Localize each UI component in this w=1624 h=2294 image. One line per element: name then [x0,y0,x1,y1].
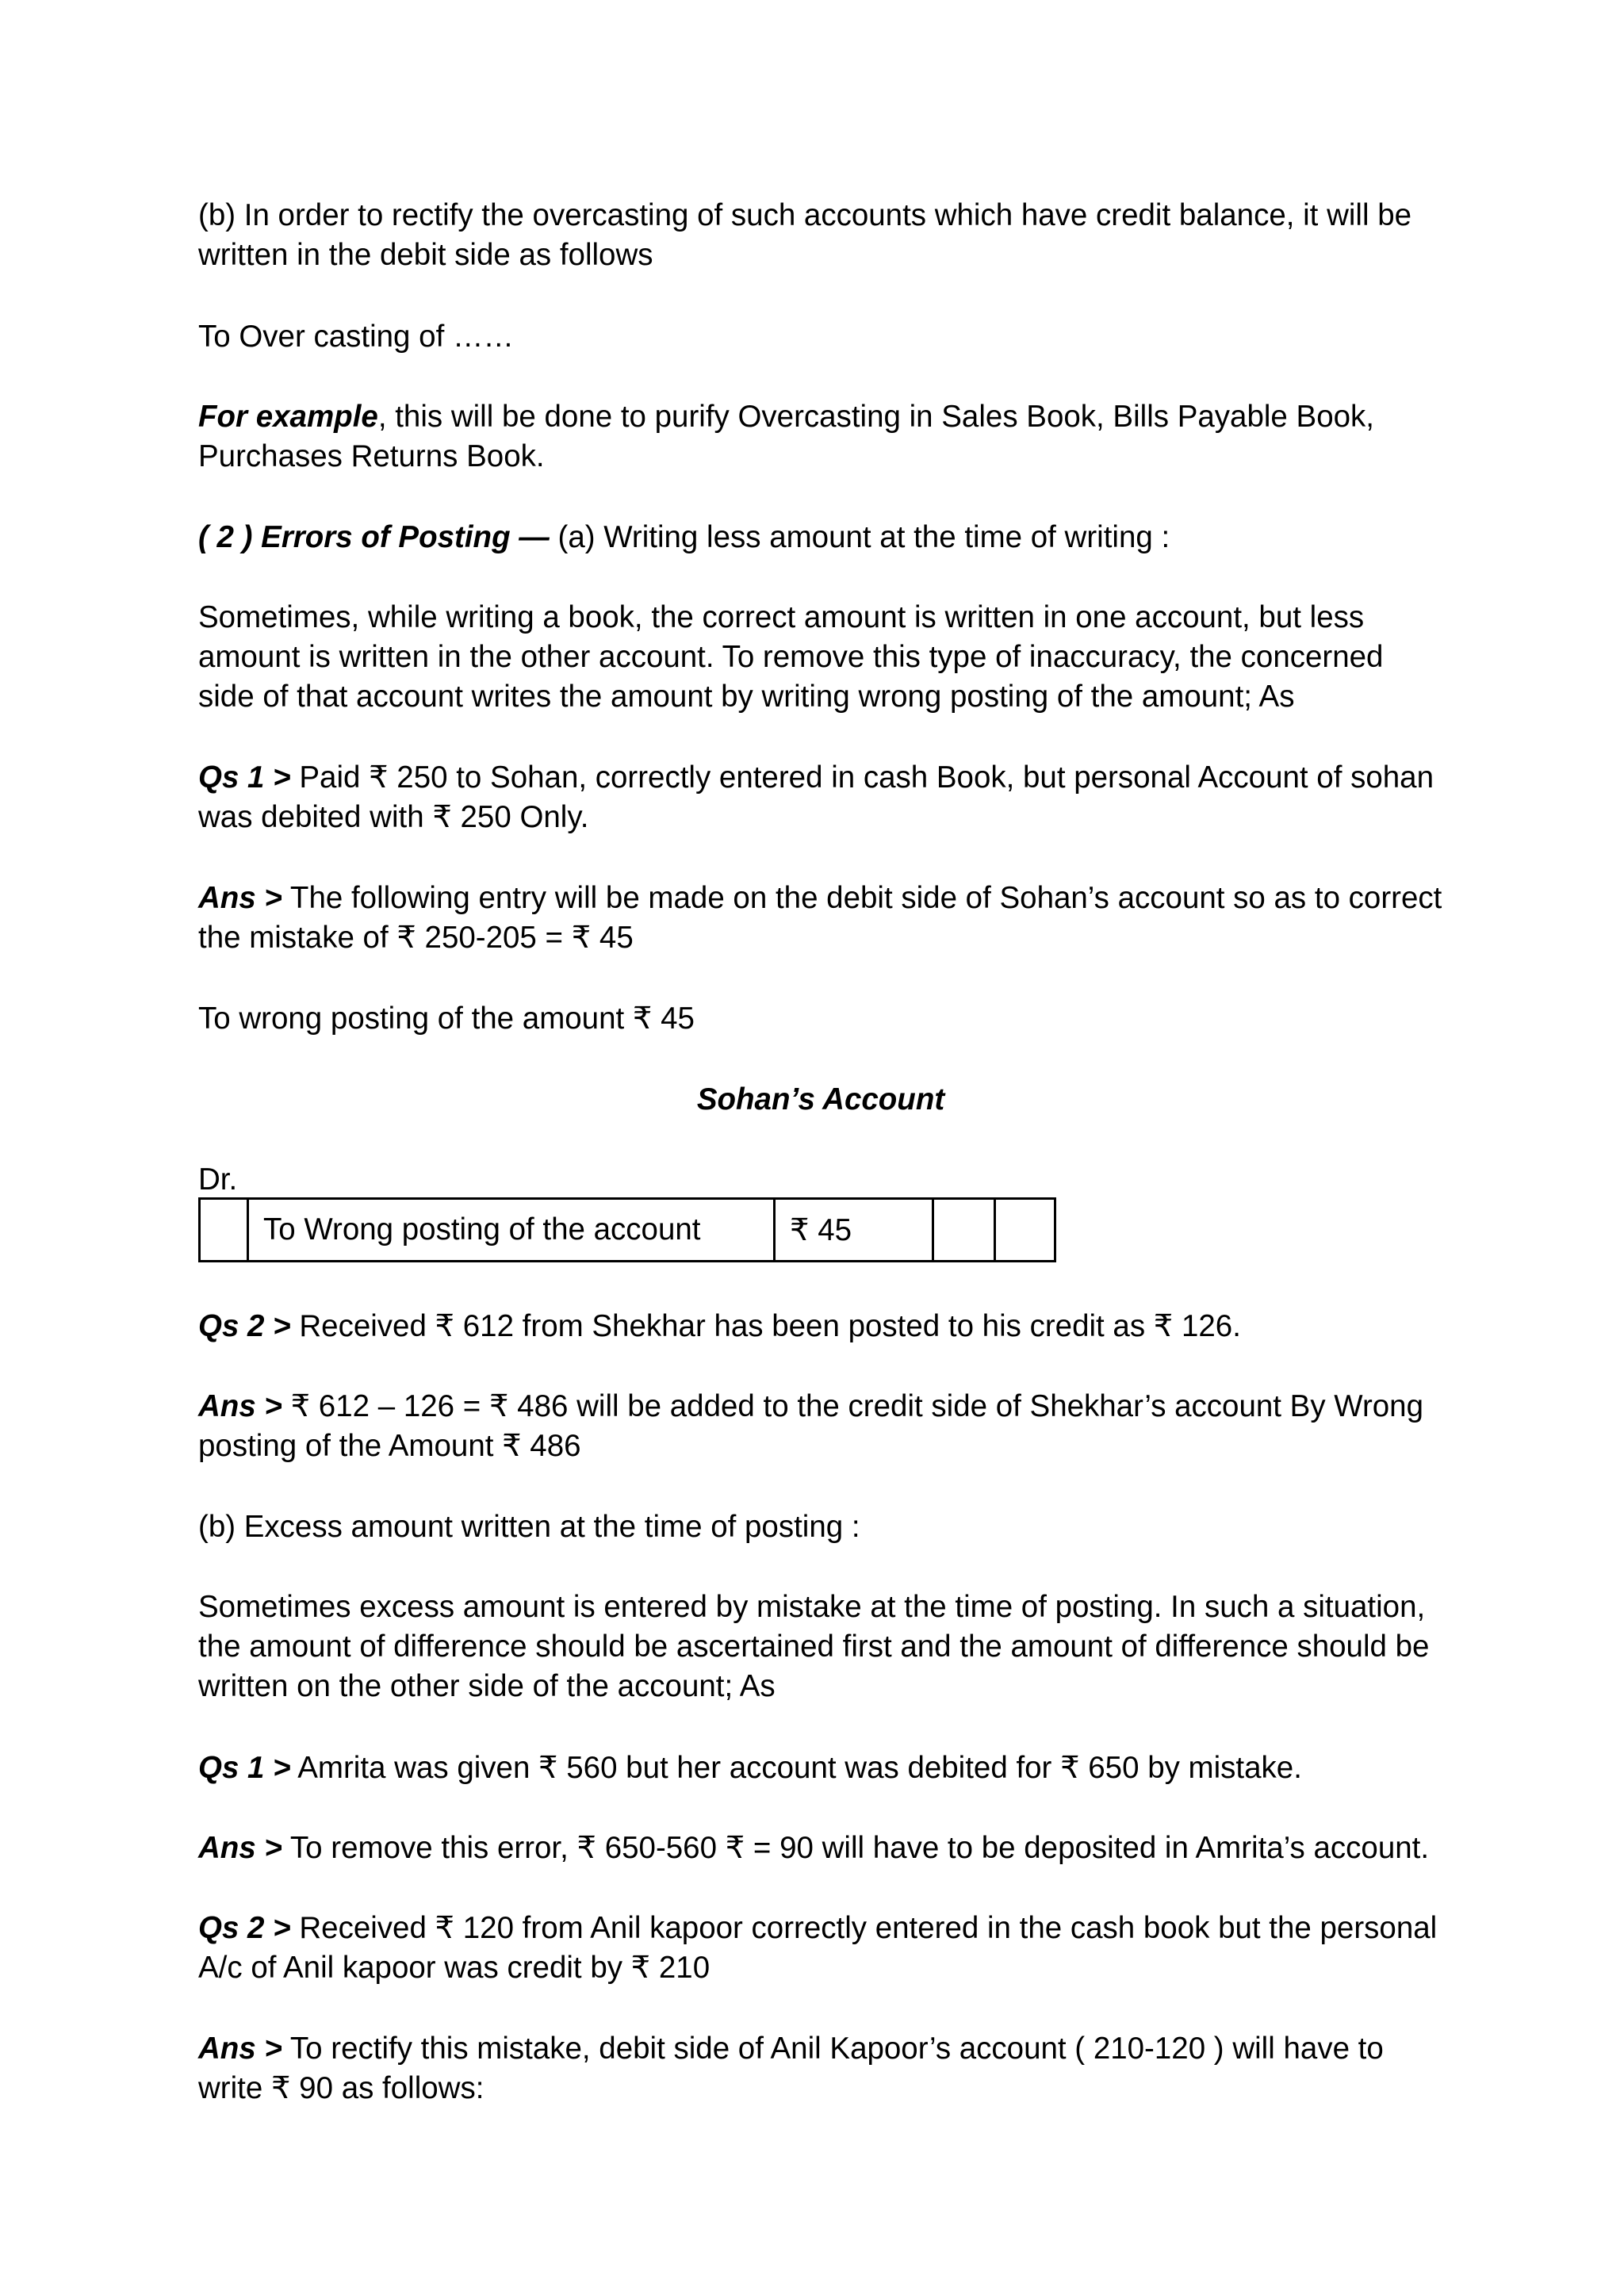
answer-2 [198,1387,1443,1466]
side-label-text: Dr. [198,1162,238,1197]
answer-label: Ans > [198,881,282,915]
paragraph-text: , this will be done to purify Overcasting in Sales Book, Bills Payable Book, Purchases Returns Book. [198,400,1374,473]
paragraph-text: (b) In order to rectify the overcasting of such accounts which have credit balance, it will be written in the debit side as follows [198,198,1412,272]
answer-text: To remove this error, ₹ 650-560 ₹ = 90 will have to be deposited in Amrita’s account. [282,1831,1430,1865]
answer-1 [198,879,1443,958]
question-text: Amrita was given ₹ 560 but her account was debited for ₹ 650 by mistake. [290,1751,1302,1785]
question-text: Received ₹ 612 from Shekhar has been posted to his credit as ₹ 126. [290,1309,1241,1343]
question-3 [198,1748,1443,1788]
answer-label: Ans > [198,1831,282,1865]
question-label: Qs 1 > [198,760,291,795]
question-label: Qs 1 > [198,1751,291,1785]
section-text: (a) Writing less amount at the time of writing : [549,520,1170,554]
paragraph-text: To Over casting of …… [198,320,514,354]
over-casting-line [198,317,1443,357]
paragraph-text: To wrong posting of the amount ₹ 45 [198,1001,695,1036]
answer-label: Ans > [198,2032,282,2066]
wrong-posting-line [198,999,1443,1039]
answer-4 [198,2029,1443,2108]
excess-amount-heading [198,1507,1443,1547]
particulars-cell: To Wrong posting of the account [248,1199,775,1262]
extra-cell [933,1199,995,1262]
date-cell [200,1199,248,1262]
answer-label: Ans > [198,1389,282,1423]
example-label: For example [198,400,378,434]
extra-cell [995,1199,1055,1262]
amount-cell: ₹ 45 [775,1199,933,1262]
question-text: Paid ₹ 250 to Sohan, correctly entered in cash Book, but personal Account of sohan was debited with ₹ 250 Only. [198,760,1434,834]
excess-amount-paragraph [198,1587,1443,1706]
errors-of-posting-heading [198,518,1443,557]
question-1 [198,758,1443,837]
answer-text: To rectify this mistake, debit side of Anil Kapoor’s account ( 210-120 ) will have to write ₹ 90 as follows: [198,2032,1384,2105]
paragraph-text: Sometimes excess amount is entered by mistake at the time of posting. In such a situation, the amount of difference should be ascertained first and the amount of difference should be written on the other side of the account; As [198,1590,1430,1703]
less-amount-paragraph [198,598,1443,717]
question-2 [198,1307,1443,1346]
answer-text: ₹ 612 – 126 = ₹ 486 will be added to the credit side of Shekhar’s account By Wrong posting of the Amount ₹ 486 [198,1389,1424,1463]
example-paragraph [198,397,1443,477]
debit-side-label [198,1160,1443,1200]
question-text: Received ₹ 120 from Anil kapoor correctly entered in the cash book but the personal A/c of Anil kapoor was credit by ₹ 210 [198,1911,1438,1985]
question-label: Qs 2 > [198,1309,291,1343]
sohan-account-table [198,1197,1056,1262]
question-label: Qs 2 > [198,1911,291,1945]
question-4 [198,1909,1443,1988]
paragraph-text: Sometimes, while writing a book, the correct amount is written in one account, but less amount is written in the other account. To remove this type of inaccuracy, the concerned side of that account writes the amount by writing wrong posting of the amount; As [198,600,1384,714]
paragraph-overcasting-rectify [198,196,1443,275]
answer-3 [198,1829,1443,1868]
answer-text: The following entry will be made on the debit side of Sohan’s account so as to correct the mistake of ₹ 250-205 = ₹ 45 [198,881,1442,955]
paragraph-text: (b) Excess amount written at the time of posting : [198,1510,860,1544]
account-title: Sohan’s Account [696,1082,945,1116]
table-row [200,1199,1055,1262]
section-label: ( 2 ) Errors of Posting — [198,520,550,554]
